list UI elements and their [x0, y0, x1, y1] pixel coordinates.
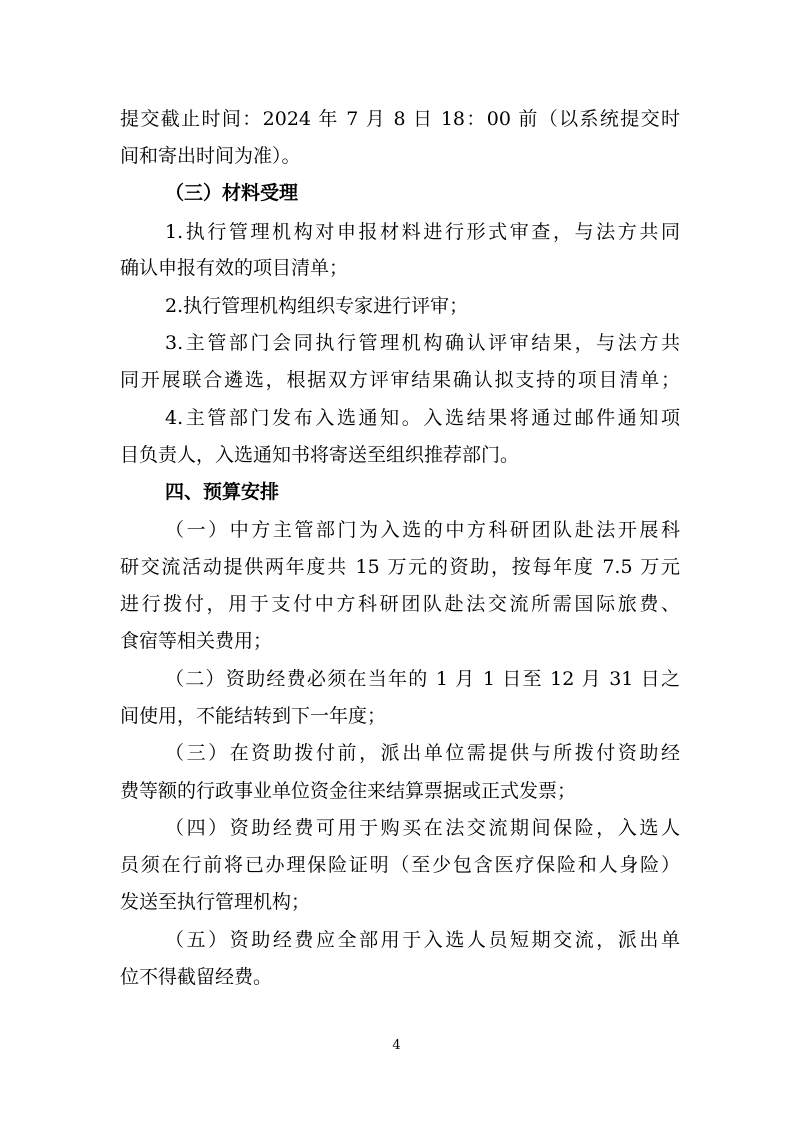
paragraph-line: 发送至执行管理机构；	[120, 891, 311, 913]
section-heading: 四、预算安排	[165, 481, 280, 503]
paragraph-line: （三）在资助拨付前，派出单位需提供与所拨付资助经	[165, 742, 680, 764]
paragraph-line: 研交流活动提供两年度共 15 万元的资助，按每年度 7.5 万元	[120, 556, 680, 578]
paragraph-line: （五）资助经费应全部用于入选人员短期交流，派出单	[165, 929, 680, 951]
paragraph-line: 间和寄出时间为准）。	[120, 145, 301, 167]
paragraph-line: 目负责人，入选通知书将寄送至组织推荐部门。	[120, 444, 520, 466]
paragraph-line: 进行拨付，用于支付中方科研团队赴法交流所需国际旅费、	[120, 593, 680, 615]
page-number: 4	[392, 1038, 401, 1053]
paragraph-line: （四）资助经费可用于购买在法交流期间保险，入选人	[165, 817, 680, 839]
section-heading: （三）材料受理	[165, 182, 299, 204]
paragraph-line: 间使用，不能结转到下一年度；	[120, 705, 387, 727]
paragraph-line: 食宿等相关费用；	[120, 630, 273, 652]
paragraph-line: 费等额的行政事业单位资金往来结算票据或正式发票；	[120, 780, 577, 802]
paragraph-line: 同开展联合遴选，根据双方评审结果确认拟支持的项目清单；	[120, 369, 680, 391]
paragraph-line: 位不得截留经费。	[120, 966, 273, 988]
paragraph-line: 1.执行管理机构对申报材料进行形式审查，与法方共同	[165, 221, 680, 243]
paragraph-line: 4.主管部门发布入选通知。入选结果将通过邮件通知项	[165, 407, 680, 429]
paragraph-line: 2.执行管理机构组织专家进行评审；	[165, 295, 469, 317]
paragraph-line: 员须在行前将已办理保险证明（至少包含医疗保险和人身险）	[120, 854, 680, 876]
paragraph-line: 3.主管部门会同执行管理机构确认评审结果，与法方共	[165, 332, 680, 354]
paragraph-line: （一）中方主管部门为入选的中方科研团队赴法开展科	[165, 519, 680, 541]
paragraph-line: 确认申报有效的项目清单；	[120, 257, 349, 279]
paragraph-line: （二）资助经费必须在当年的 1 月 1 日至 12 月 31 日之	[165, 668, 680, 690]
paragraph-line: 提交截止时间：2024 年 7 月 8 日 18：00 前（以系统提交时	[120, 108, 680, 130]
